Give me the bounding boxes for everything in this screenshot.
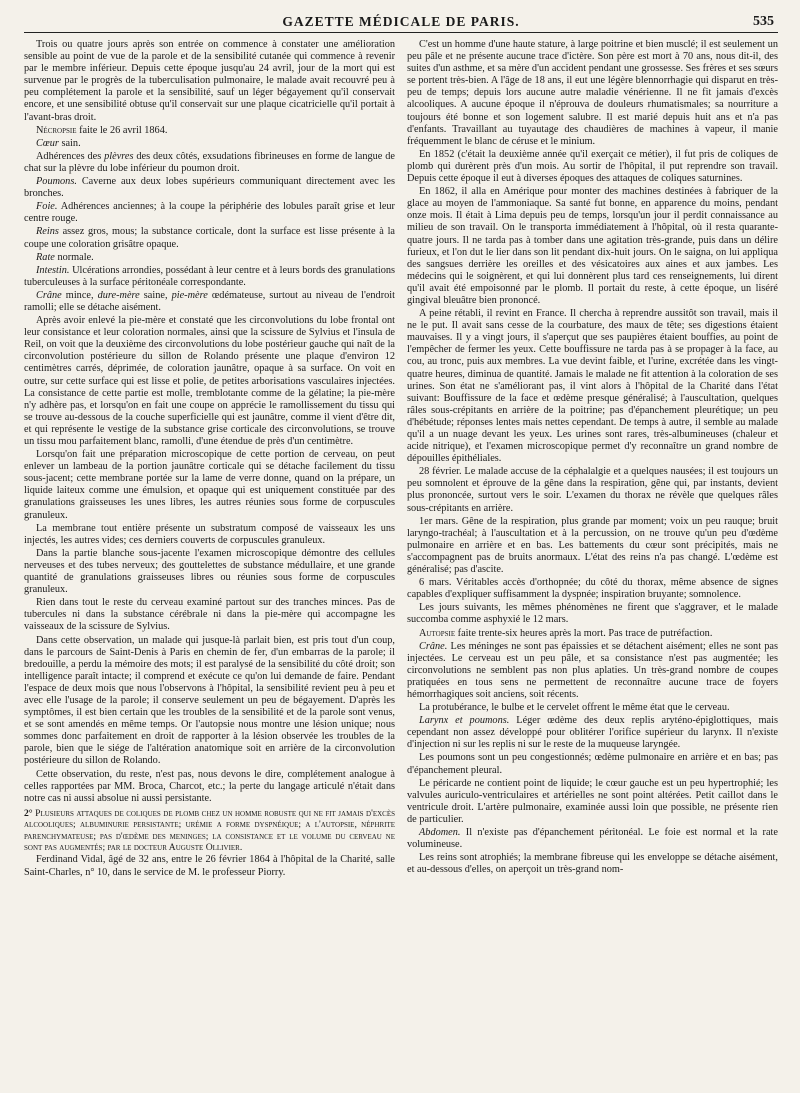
autopsie-paragraph <box>407 628 778 640</box>
paragraph: En 1862, il alla en Amérique pour monter des machines destinées à fabriquer de la glace au moyen de l'ammoniaque. Sa santé fut bonne, en apparence du moins, pendant onze mois. Il était à Lima depuis peu de temps, lorsqu'un jour il perdit connaissance au milieu de son travail. On le transporta immédiatement à l'hôpital, où il resta quarante-quatre jours. Il ne tarda pas à tomber dans une agitation très-grande, puis dans un délire furieux, et l'on dut le lier dans son lit pendant dix-huit jours. On le saigna, on lui appliqua des sangsues derrière les oreilles et des vésicatoires aux aines et aux jambes. Les médecins qui le soignèrent, et qui lui donnèrent plus tard ces renseignements, lui dirent qu'il avait été empoisonné par le plomb. Il portait du reste, à cette époque, un liséré gingival bleuâtre bien prononcé. <box>407 186 778 306</box>
paragraph: La membrane tout entière présente un substratum composé de vaisseaux les uns injectés, les autres vides; ces derniers couverts de corpuscules granuleux. <box>24 522 395 546</box>
coeur-paragraph <box>24 138 395 150</box>
text-columns <box>24 39 778 880</box>
rate-label: Rate <box>36 251 55 263</box>
paragraph: Dans cette observation, un malade qui jusque-là parlait bien, est pris tout d'un coup, dans le parcours de Saint-Denis à Paris en chemin de fer, d'un embarras de la parole; il bredouille, a perdu la mémoire des mots; il est paralysé de la sensibilité du côté droit; son intelligence paraît intacte; il comprend et exécute ce qu'on lui demande de faire. Pendant l'espace de deux mois que nous l'observons à l'hôpital, la sensibilité revient peu à peu et avec elle l'usage de la parole; il conserve seulement un peu de bégayement. D'après les symptômes, il est bien certain que les troubles de la sensibilité et de la parole sont venus, et se sont amendés en même temps. Or l'autopsie nous montre une lésion unique; nous sommes donc parfaitement en droit de rapporter à la lésion observée les troubles de la parole, bien que le siége de l'altération anatomique soit en arrière de la circonvolution postérieure du sillon de Rolando. <box>24 634 395 767</box>
page-number: 535 <box>753 14 774 29</box>
plevres-label: plèvres <box>104 150 134 162</box>
paragraph: Les reins sont atrophiés; la membrane fibreuse qui les enveloppe se détache aisément, et au-dessous d'elles, on aperçoit un très-grand nom- <box>407 852 778 876</box>
paragraph: Rien dans tout le reste du cerveau examiné partout sur des tranches minces. Pas de tubercules ni dans la substance cérébrale ni dans la pie-mère qui accompagne les vaisseaux de la scissure de Sylvius. <box>24 597 395 633</box>
paragraph: 6 mars. Véritables accès d'orthopnée; du côté du thorax, même absence de signes capables d'expliquer suffisamment la dyspnée; inspiration bruyante; somnolence. <box>407 577 778 601</box>
paragraph: 28 février. Le malade accuse de la céphalalgie et a quelques nausées; il est toujours un peu somnolent et éprouve de la gêne dans la respiration, gêne qui, par instants, devient plus prononcée, surtout vers le soir. L'examen du thorax ne révèle que quelques râles sous-crépitants en arrière. <box>407 466 778 514</box>
paragraph: Les poumons sont un peu congestionnés; œdème pulmonaire en arrière et en bas; pas d'épanchement pleural. <box>407 752 778 776</box>
section-heading <box>24 808 395 854</box>
left-column <box>24 39 395 880</box>
poumons-text: Caverne aux deux lobes supérieurs communiquant directement avec les bronches. <box>24 176 395 200</box>
foie-text: Adhérences anciennes; à la coupe la périphérie des lobules paraît grise et leur centre rouge. <box>24 201 395 225</box>
crane-paragraph <box>24 290 395 314</box>
abdomen-label: Abdomen. <box>419 827 461 838</box>
paragraph: Après avoir enlevé la pie-mère et constaté que les circonvolutions du lobe frontal ont leur consistance et leur coloration normales, ainsi que la scissure de Sylvius et l'insula de Reil, on voit que la deuxième des circonvolutions du lobe postérieur gauche qui naît de la circonvolution postérieure du sillon de Rolando présente une plaque d'environ 12 centimètres carrés, déprimée, de coloration jaunâtre, opaque à sa surface. On voit en outre, sur cette surface qui est lisse et polie, de petites arborisations vasculaires injectées. La consistance de cette partie est molle, tremblotante comme de la gélatine; la pie-mère n'y adhère pas, et lorsqu'on en fait une coupe on apprécie le ramollissement du tissu qui se trouve au-dessous de la couche superficielle qui est jaunâtre, comme il vient d'être dit, et qui représente le vestige de la substance grise corticale des circonvolutions, se trouve un tissu mou parfaitement blanc, ramolli, d'une étendue de près d'un centimètre. <box>24 315 395 447</box>
poumons-label: Poumons. <box>36 176 77 188</box>
crane-label: Crâne. <box>419 640 448 652</box>
rate-text: normale. <box>54 251 94 263</box>
paragraph: C'est un homme d'une haute stature, à large poitrine et bien musclé; il est seulement un peu pâle et ne présente aucune trace d'ictère. Son père est mort à 70 ans, nous dit-il, des suites d'un asthme, et sa mère d'un accident pendant une grossesse. Ses frères et ses sœurs se portent très-bien. A l'âge de 18 ans, il eut une légère blennorrhagie qui disparut en très-peu de temps; depuis lors aucune autre maladie vénérienne. Il ne fit jamais d'excès alcooliques. A aucune époque il n'éprouva de douleurs rhumatismales; sa nourriture a toujours été bonne et son logement salubre. Il est marié depuis huit ans et n'a pas d'enfants. Travaillant au tuyautage des chaudières de machines à vapeur, il manie fréquemment le blanc de céruse et le minium. <box>407 39 778 147</box>
plevres-text-b: des deux côtés, exsudations fibrineuses en forme de langue de chat sur la plèvre du lobe inférieur du poumon droit. <box>24 150 395 174</box>
intestin-text: Ulcérations arrondies, possédant à leur centre et à leurs bords des granulations tuberculeuses à la surface péritonéale correspondante. <box>24 264 395 288</box>
section-title-text: Plusieurs attaques de coliques de plomb chez un homme robuste qui ne fit jamais d'excès alcooliques; albuminurie persistante; urémie a forme dyspnéique; a l'autopsie, néphrite parenchymateuse; pas d'œdème des meninges; la consistance et le volume du cerveau ne sont pas augmentés; par le docteur <box>24 807 395 854</box>
crane-label: Crâne <box>36 289 62 301</box>
larynx-label: Larynx et poumons. <box>419 715 510 727</box>
autopsie-text: faite trente-six heures après la mort. Pas trace de putréfaction. <box>455 627 713 639</box>
crane-text: Les méninges ne sont pas épaissies et se détachent aisément; elles ne sont pas injectées. Le cerveau est un peu pâle, et sa consistance n'est pas augmentée; les circonvolutions ne semblent pas non plus aplaties. Un très-grand nombre de coupes pratiquées en tous sens ne permettent de reconnaître aucune trace de foyers hémorrhagiques soit anciens, soit récents. <box>407 640 778 700</box>
paragraph: A peine rétabli, il revint en France. Il chercha à reprendre aussitôt son travail, mais il ne le put. Il avait sans cesse de la courbature, des maux de tête; ses digestions étaient mauvaises. Il y a vingt jours, il s'aperçut que ses paupières étaient bouffies, au point de l'empêcher de fermer les yeux. Cette bouffissure ne tarda pas à se propager à la face, au cou, au tronc, puis aux membres. La vue devint faible, et l'urine, excrétée dans les vingt-quatre heures, diminua de quantité. Jamais le malade ne fit attention à la coloration de ses urines. Son état ne s'améliorant pas, il vint alors à l'hôpital de la Charité dans l'état suivant: Bouffissure de la face et œdème presque généralisé; à l'auscultation, quelques râles sous-crépitants en arrière de la poitrine; pas d'épanchement pleurétique; un peu d'hébétude; réponses lentes mais nettes cependant. De temps à autre, il semble au malade qu'il a un nuage devant les yeux. Les urines sont rares, très-albumineuses (chaleur et acide nitrique), et l'examen microscopique permet d'y reconnaître un grand nombre de dépouilles épithéliales. <box>407 308 778 465</box>
crane-paragraph <box>407 641 778 701</box>
foie-paragraph <box>24 201 395 225</box>
crane-text-c: œdémateuse, surtout au niveau de l'endroit ramolli; elle se détache aisément. <box>24 289 395 313</box>
pie-mere-label: pie-mère <box>171 289 208 301</box>
larynx-paragraph <box>407 715 778 751</box>
larynx-text: Léger œdème des deux replis aryténo-épiglottiques, mais cependant non assez développé pour oblitérer l'orifice supérieur du larynx. Il n'existe d'injection ni sur les replis ni sur le reste de la muqueuse laryngée. <box>407 715 778 751</box>
paragraph: La protubérance, le bulbe et le cervelet offrent le même état que le cerveau. <box>419 702 730 714</box>
paragraph: Cette observation, du reste, n'est pas, nous devons le dire, complétement analogue à celles rapportées par MM. Broca, Charcot, etc.; la perte du langage articulé n'était dans notre cas ni aussi absolue ni aussi persistante. <box>24 768 395 804</box>
reins-label: Reins <box>36 226 59 238</box>
coeur-label: Cœur <box>36 137 59 149</box>
crane-text-a: mince, <box>61 289 98 301</box>
autopsie-label: Autopsie <box>419 627 456 639</box>
journal-title: GAZETTE MÉDICALE DE PARIS. <box>282 14 520 29</box>
crane-text-b: saine, <box>139 289 172 301</box>
paragraph: 1er mars. Gêne de la respiration, plus grande par moment; voix un peu rauque; bruit laryngo-trachéal; à l'auscultation et à la percussion, on ne trouve qu'un peu d'œdème pulmonaire en arrière et en bas. Les battements du cœur sont précipités, mais ne s'accompagnent pas de bruits anormaux. L'état des reins n'a pas changé. L'œdème est généralisé; pas d'ascite. <box>407 515 778 576</box>
poumons-paragraph <box>24 176 395 200</box>
necropsie-paragraph <box>24 125 395 137</box>
paragraph: Le péricarde ne contient point de liquide; le cœur gauche est un peu hypertrophié; les valvules auriculo-ventriculaires et artérielles ne sont point altérées. Petit caillot dans le ventricule droit. L'artère pulmonaire, examinée aussi loin que possible, ne présente rien de particulier. <box>407 777 778 825</box>
foie-label: Foie. <box>36 201 58 213</box>
page-header <box>24 10 778 33</box>
right-column <box>407 39 778 880</box>
paragraph: Les jours suivants, les mêmes phénomènes ne firent que s'aggraver, et le malade succomba comme asphyxié le 12 mars. <box>407 602 778 626</box>
coeur-text: sain. <box>58 137 81 149</box>
necropsie-label: Nécropsie <box>36 124 77 136</box>
intestin-label: Intestin. <box>36 264 70 276</box>
paragraph: En 1852 (c'était la deuxième année qu'il exerçait ce métier), il fut pris de coliques de plomb qui durèrent près d'un mois. Au sortir de l'hôpital, il put reprendre son travail. Depuis cette époque il eut à diverses époques des attaques de coliques saturnines. <box>407 148 778 185</box>
abdomen-text: Il n'existe pas d'épanchement péritonéal. Le foie est normal et la rate volumineuse. <box>407 827 778 851</box>
section-number: 2° <box>24 807 33 819</box>
plevres-paragraph <box>24 151 395 175</box>
paragraph: Lorsqu'on fait une préparation microscopique de cette portion de cerveau, on peut enlever un lambeau de la portion jaunâtre corticale qui se détache facilement du tissu sous-jacent; cette membrane portée sur la lame de verre donne, quand on la prépare, un liquide laiteux comme une émulsion, et opaque qui est uniquement constituée par des granulations graisseuses les unes libres, les autres réunies sous forme de corpuscules granuleux. <box>24 449 395 521</box>
reins-paragraph <box>24 226 395 250</box>
abdomen-paragraph <box>407 827 778 851</box>
section-author: Auguste Ollivier. <box>168 842 243 854</box>
paragraph: Trois ou quatre jours après son entrée on commence à constater une amélioration sensible au point de vue de la parole et de la sensibilité cutanée qui commence à revenir par le membre inférieur. Depuis cette époque jusqu'au 24 avril, jour de la mort qui est survenue par le progrès de la tuberculisation pulmonaire, le malade avait recouvré peu à peu complétement la parole et la sensibilité, sauf un léger bégayement qu'il conservait encore, et une sensibilité obtuse qu'il conservait sur une plaque cicatricielle qu'il portait à l'avant-bras droit. <box>24 39 395 123</box>
plevres-text-a: Adhérences des <box>36 150 105 162</box>
reins-text: assez gros, mous; la substance corticale, dont la surface est lisse présente à la coupe une coloration grisâtre opaque. <box>24 226 395 250</box>
rate-paragraph <box>24 252 395 264</box>
paragraph: Ferdinand Vidal, âgé de 32 ans, entre le 26 février 1864 à l'hôpital de la Charité, salle Saint-Charles, n° 10, dans le service de M. le professeur Piorry. <box>24 854 395 878</box>
paragraph: Dans la partie blanche sous-jacente l'examen microscopique démontre des cellules nerveuses et des tubes nerveux; des gouttelettes de substance médullaire, et une grande quantité de granulations graisseuses libres ou réunies sous forme de corpuscules granuleux. <box>24 547 395 596</box>
dure-mere-label: dure-mère <box>97 289 140 301</box>
intestin-paragraph <box>24 265 395 289</box>
necropsie-text: faite le 26 avril 1864. <box>76 124 168 136</box>
